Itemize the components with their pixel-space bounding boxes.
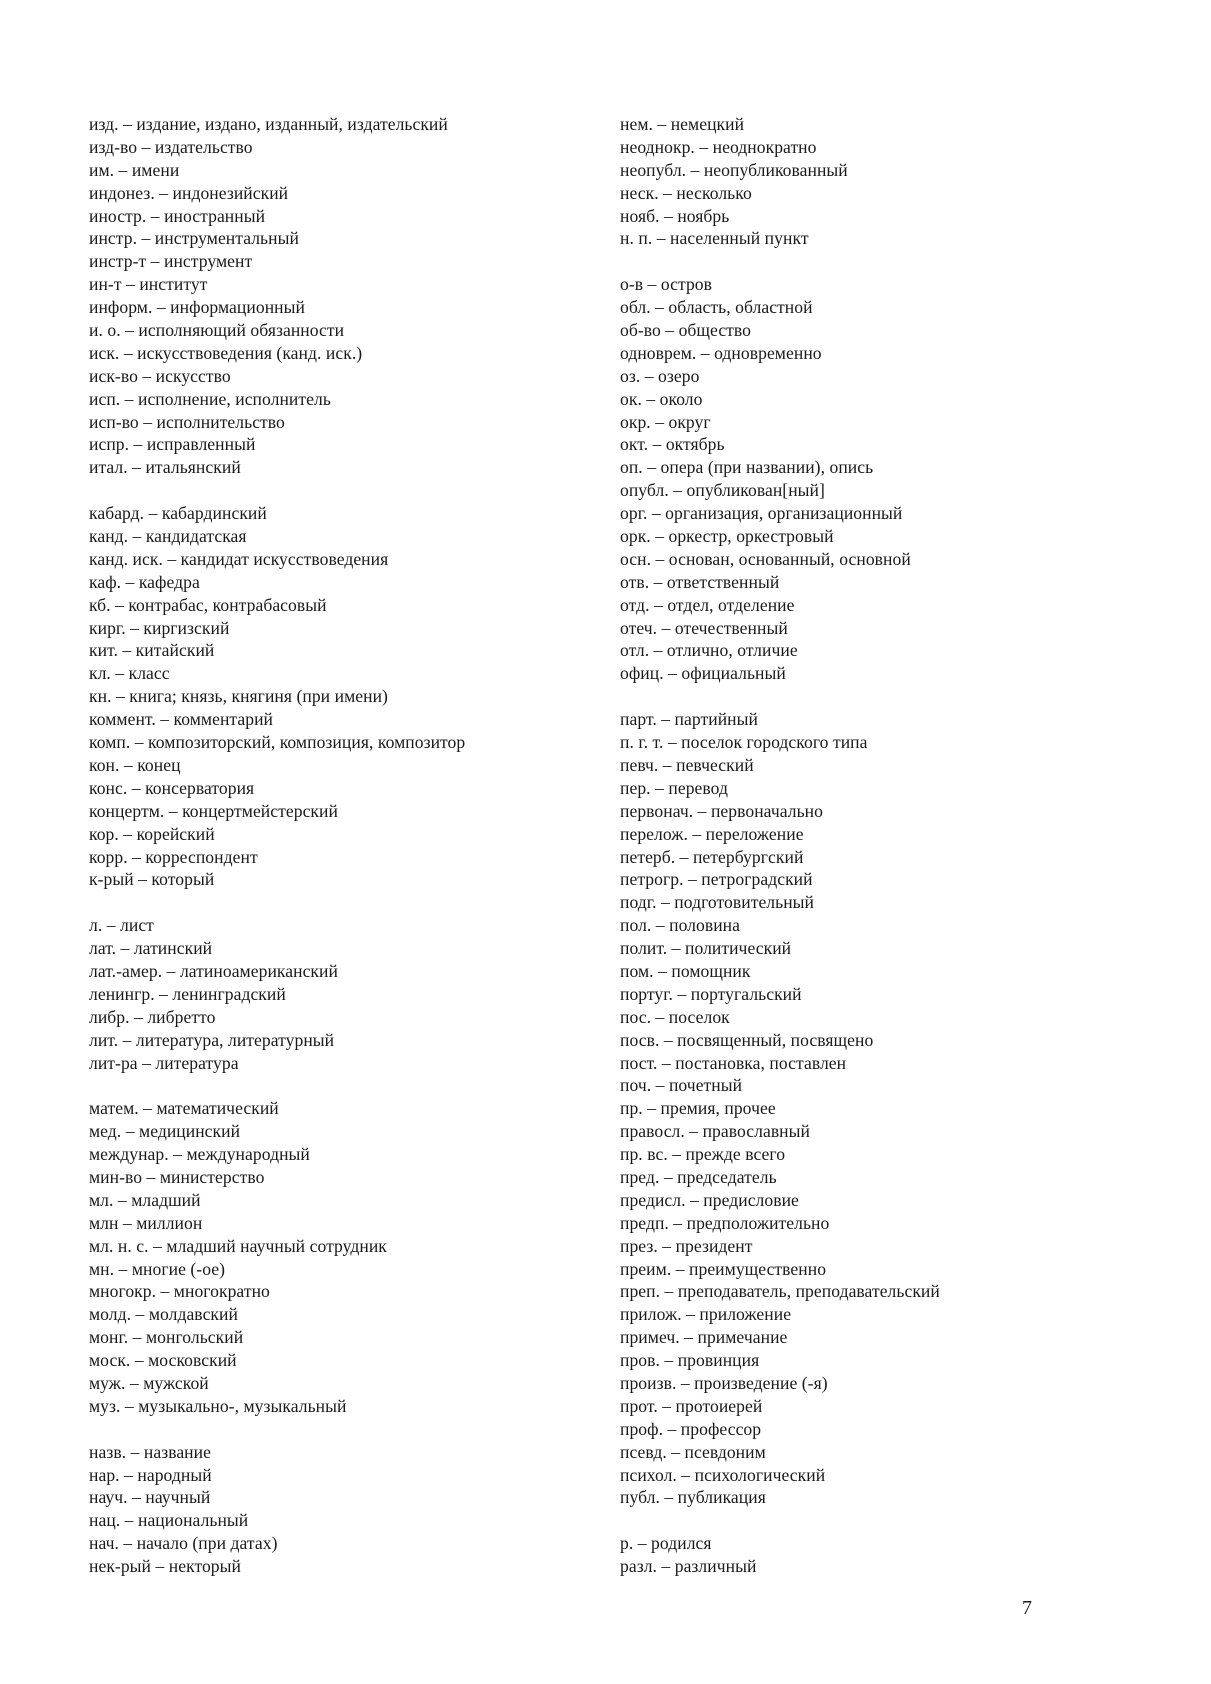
abbreviation-entry: нек-рый – некторый	[89, 1556, 241, 1577]
abbreviation-entry: кор. – корейский	[89, 823, 215, 844]
abbreviation-entry: офиц. – официальный	[620, 663, 786, 684]
abbreviation-group	[620, 708, 1180, 1509]
abbreviation-entry: орк. – оркестр, оркестровый	[620, 526, 834, 547]
abbreviation-entry: нем. – немецкий	[620, 114, 745, 134]
abbreviation-entry: осн. – основан, основанный, основной	[620, 548, 911, 569]
abbreviation-entry: петрогр. – петроградский	[620, 869, 813, 890]
abbreviation-entry: прот. – протоиерей	[620, 1395, 763, 1416]
abbreviation-entry: окр. – округ	[620, 411, 711, 432]
abbreviation-entry: исп. – исполнение, исполнитель	[89, 388, 331, 409]
abbreviation-entry: обл. – область, областной	[620, 297, 813, 318]
abbreviation-entry: моск. – московский	[89, 1350, 237, 1371]
abbreviation-entry: преим. – преимущественно	[620, 1258, 827, 1279]
abbreviation-entry: оз. – озеро	[620, 365, 700, 386]
abbreviation-entry: млн – миллион	[89, 1212, 203, 1233]
abbreviation-entry: монг. – монгольский	[89, 1327, 244, 1348]
abbreviation-entry: отд. – отдел, отделение	[620, 594, 795, 615]
abbreviation-entry: португ. – португальский	[620, 983, 802, 1004]
abbreviation-entry: нар. – народный	[89, 1464, 212, 1485]
abbreviation-entry: молд. – молдавский	[89, 1304, 238, 1325]
abbreviation-group	[620, 273, 1180, 685]
abbreviation-entry: испр. – исправленный	[89, 434, 256, 455]
abbreviation-entry: пред. – председатель	[620, 1166, 777, 1187]
abbreviation-entry: п. г. т. – поселок городского типа	[620, 732, 868, 753]
abbreviation-entry: отеч. – отечественный	[620, 617, 788, 638]
abbreviation-entry: изд-во – издательство	[89, 136, 253, 157]
abbreviation-entry: ин-т – институт	[89, 274, 208, 295]
abbreviation-entry: пос. – поселок	[620, 1006, 730, 1027]
abbreviation-entry: многокр. – многократно	[89, 1281, 270, 1302]
abbreviation-entry: пост. – постановка, поставлен	[620, 1052, 847, 1073]
abbreviation-entry: петерб. – петербургский	[620, 846, 804, 867]
abbreviation-entry: р. – родился	[620, 1533, 712, 1554]
abbreviation-entry: посв. – посвященный, посвящено	[620, 1029, 874, 1050]
abbreviation-entry: проф. – профессор	[620, 1418, 762, 1439]
abbreviation-entry: примеч. – примечание	[620, 1327, 788, 1348]
abbreviation-entry: инстр. – инструментальный	[89, 228, 299, 249]
abbreviation-entry: канд. – кандидатская	[89, 526, 247, 547]
abbreviation-entry: кн. – книга; князь, княгиня (при имени)	[89, 686, 388, 707]
abbreviation-entry: назв. – название	[89, 1441, 211, 1462]
abbreviation-entry: иск. – искусствоведения (канд. иск.)	[89, 342, 363, 363]
abbreviation-entry: н. п. – населенный пункт	[620, 228, 809, 249]
abbreviation-entry: орг. – организация, организационный	[620, 503, 903, 524]
abbreviation-entry: пров. – провинция	[620, 1350, 760, 1371]
abbreviation-entry: к-рый – который	[89, 869, 215, 890]
abbreviation-entry: мед. – медицинский	[89, 1121, 241, 1142]
abbreviation-group	[89, 914, 589, 1074]
abbreviation-entry: концертм. – концертмейстерский	[89, 800, 338, 821]
abbreviation-entry: оп. – опера (при названии), опись	[620, 457, 874, 478]
abbreviation-entry: опубл. – опубликован[ный]	[620, 480, 825, 501]
abbreviation-entry: пом. – помощник	[620, 960, 751, 981]
abbreviation-entry: неоднокр. – неоднократно	[620, 136, 817, 157]
abbreviation-entry: неск. – несколько	[620, 182, 752, 203]
abbreviation-entry: канд. иск. – кандидат искусствоведения	[89, 548, 389, 569]
abbreviation-entry: изд. – издание, издано, изданный, издательский	[89, 114, 448, 134]
abbreviation-entry: инстр-т – инструмент	[89, 251, 253, 272]
abbreviation-entry: иностр. – иностранный	[89, 205, 266, 226]
abbreviation-group	[620, 1532, 1180, 1578]
abbreviation-group	[89, 1441, 589, 1578]
abbreviation-entry: кб. – контрабас, контрабасовый	[89, 594, 327, 615]
abbreviation-entry: и. о. – исполняющий обязанности	[89, 320, 345, 341]
abbreviation-entry: нач. – начало (при датах)	[89, 1533, 278, 1554]
abbreviation-entry: л. – лист	[89, 915, 154, 936]
abbreviation-entry: неопубл. – неопубликованный	[620, 159, 848, 180]
abbreviation-entry: мин-во – министерство	[89, 1166, 265, 1187]
abbreviation-entry: прилож. – приложение	[620, 1304, 792, 1325]
abbreviation-entry: каф. – кафедра	[89, 571, 200, 592]
abbreviation-entry: кит. – китайский	[89, 640, 215, 661]
abbreviation-entry: мн. – многие (-ое)	[89, 1258, 226, 1279]
abbreviation-entry: мл. – младший	[89, 1189, 201, 1210]
abbreviation-entry: правосл. – православный	[620, 1121, 810, 1142]
abbreviation-entry: пер. – перевод	[620, 777, 728, 798]
abbreviation-entry: отв. – ответственный	[620, 571, 780, 592]
abbreviation-entry: индонез. – индонезийский	[89, 182, 289, 203]
abbreviation-entry: лит-ра – литература	[89, 1052, 239, 1073]
abbreviation-entry: психол. – психологический	[620, 1464, 826, 1485]
abbreviation-group	[89, 1097, 589, 1417]
abbreviation-entry: муж. – мужской	[89, 1372, 209, 1393]
abbreviation-entry: лит. – литература, литературный	[89, 1029, 335, 1050]
abbreviations-left-column	[89, 113, 589, 1601]
page-number: 7	[1022, 1597, 1032, 1619]
abbreviation-entry: певч. – певческий	[620, 754, 754, 775]
abbreviation-entry: разл. – различный	[620, 1556, 757, 1577]
abbreviation-entry: итал. – итальянский	[89, 457, 241, 478]
abbreviation-entry: лат. – латинский	[89, 938, 213, 959]
abbreviation-entry: пр. – премия, прочее	[620, 1098, 776, 1119]
abbreviation-entry: об-во – общество	[620, 320, 752, 341]
abbreviations-right-column	[620, 113, 1180, 1601]
abbreviation-entry: конс. – консерватория	[89, 777, 255, 798]
abbreviation-entry: ок. – около	[620, 388, 703, 409]
abbreviation-entry: произв. – произведение (-я)	[620, 1372, 828, 1393]
abbreviation-entry: иск-во – искусство	[89, 365, 231, 386]
abbreviation-entry: ленингр. – ленинградский	[89, 983, 286, 1004]
abbreviation-entry: кабард. – кабардинский	[89, 503, 267, 524]
abbreviation-entry: пр. вс. – прежде всего	[620, 1144, 786, 1165]
abbreviation-entry: полит. – политический	[620, 938, 792, 959]
abbreviation-entry: поч. – почетный	[620, 1075, 743, 1096]
abbreviation-entry: парт. – партийный	[620, 709, 758, 730]
abbreviation-entry: нояб. – ноябрь	[620, 205, 730, 226]
abbreviation-entry: коммент. – комментарий	[89, 709, 274, 730]
abbreviation-entry: муз. – музыкально-, музыкальный	[89, 1395, 347, 1416]
abbreviation-group	[89, 502, 589, 891]
abbreviation-entry: преп. – преподаватель, преподавательский	[620, 1281, 940, 1302]
abbreviation-entry: междунар. – международный	[89, 1144, 310, 1165]
abbreviation-entry: о-в – остров	[620, 274, 713, 295]
abbreviation-entry: отл. – отлично, отличие	[620, 640, 798, 661]
abbreviation-group	[89, 113, 589, 479]
abbreviation-entry: псевд. – псевдоним	[620, 1441, 766, 1462]
abbreviation-entry: комп. – композиторский, композиция, композитор	[89, 732, 466, 753]
abbreviation-entry: през. – президент	[620, 1235, 753, 1256]
abbreviation-entry: кл. – класс	[89, 663, 170, 684]
abbreviation-entry: информ. – информационный	[89, 297, 305, 318]
abbreviation-entry: кирг. – киргизский	[89, 617, 230, 638]
abbreviation-entry: предисл. – предисловие	[620, 1189, 799, 1210]
abbreviation-entry: им. – имени	[89, 159, 180, 180]
abbreviation-entry: мл. н. с. – младший научный сотрудник	[89, 1235, 387, 1256]
abbreviation-entry: кон. – конец	[89, 754, 181, 775]
abbreviation-entry: публ. – публикация	[620, 1487, 766, 1508]
abbreviation-entry: корр. – корреспондент	[89, 846, 258, 867]
abbreviation-entry: предп. – предположительно	[620, 1212, 830, 1233]
abbreviation-entry: нац. – национальный	[89, 1510, 249, 1531]
abbreviation-entry: первонач. – первоначально	[620, 800, 823, 821]
abbreviation-entry: науч. – научный	[89, 1487, 211, 1508]
abbreviation-group	[620, 113, 1180, 250]
abbreviation-entry: исп-во – исполнительство	[89, 411, 285, 432]
abbreviation-entry: одноврем. – одновременно	[620, 342, 822, 363]
abbreviation-entry: матем. – математический	[89, 1098, 279, 1119]
abbreviation-entry: либр. – либретто	[89, 1006, 216, 1027]
abbreviation-entry: окт. – октябрь	[620, 434, 725, 455]
abbreviation-entry: перелож. – переложение	[620, 823, 804, 844]
abbreviation-entry: пол. – половина	[620, 915, 741, 936]
abbreviation-entry: подг. – подготовительный	[620, 892, 815, 913]
abbreviation-entry: лат.-амер. – латиноамериканский	[89, 960, 338, 981]
